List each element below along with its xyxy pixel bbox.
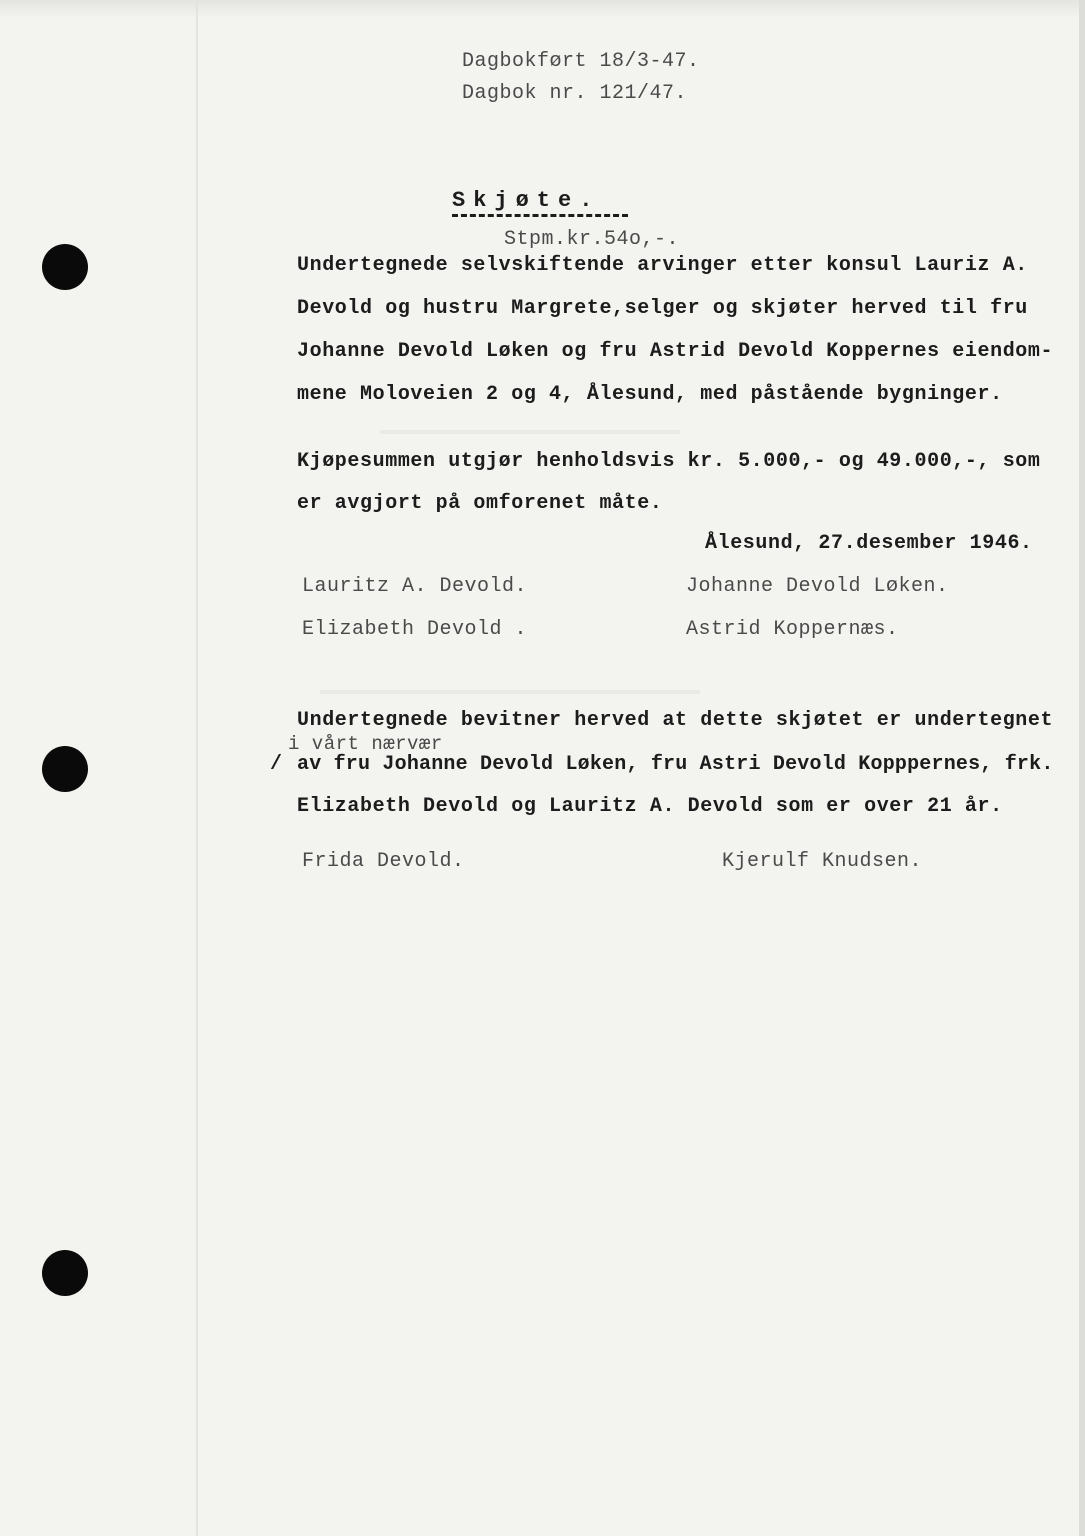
bleed-through-mark xyxy=(380,430,680,434)
title-underline xyxy=(452,214,628,217)
punch-hole-top xyxy=(42,244,88,290)
document-title: Skjøte. xyxy=(452,188,601,213)
journal-date: Dagbokført 18/3-47. xyxy=(462,50,700,73)
paragraph1-line4: mene Moloveien 2 og 4, Ålesund, med påstående bygninger. xyxy=(297,383,1003,406)
witness-insertion: i vårt nærvær xyxy=(288,733,443,755)
journal-number: Dagbok nr. 121/47. xyxy=(462,82,688,105)
signature-johanne: Johanne Devold Løken. xyxy=(686,575,949,598)
place-date: Ålesund, 27.desember 1946. xyxy=(705,532,1033,555)
page-edge xyxy=(1079,0,1085,1536)
signature-astrid: Astrid Koppernæs. xyxy=(686,618,899,641)
scan-shadow xyxy=(0,0,1085,18)
paragraph1-line1: Undertegnede selvskiftende arvinger etter konsul Lauriz A. xyxy=(297,254,1028,277)
witness-line2: av fru Johanne Devold Løken, fru Astri Devold Kopppernes, frk. xyxy=(297,753,1054,776)
witness-kjerulf: Kjerulf Knudsen. xyxy=(722,850,923,873)
paragraph1-line3: Johanne Devold Løken og fru Astrid Devold Koppernes eiendom- xyxy=(297,340,1054,363)
signature-elizabeth: Elizabeth Devold . xyxy=(302,618,528,641)
witness-line1: Undertegnede bevitner herved at dette skjøtet er undertegnet xyxy=(297,709,1054,732)
stamp-duty: Stpm.kr.54o,-. xyxy=(504,228,680,251)
insertion-mark: / xyxy=(270,753,283,776)
margin-line xyxy=(196,0,198,1536)
punch-hole-bottom xyxy=(42,1250,88,1296)
paragraph2-line1: Kjøpesummen utgjør henholdsvis kr. 5.000,- og 49.000,-, som xyxy=(297,450,1041,473)
paragraph1-line2: Devold og hustru Margrete,selger og skjøter herved til fru xyxy=(297,297,1028,320)
witness-frida: Frida Devold. xyxy=(302,850,465,873)
signature-lauritz: Lauritz A. Devold. xyxy=(302,575,528,598)
paragraph2-line2: er avgjort på omforenet måte. xyxy=(297,492,663,515)
witness-line3: Elizabeth Devold og Lauritz A. Devold som er over 21 år. xyxy=(297,795,1003,818)
bleed-through-mark xyxy=(320,690,700,694)
punch-hole-middle xyxy=(42,746,88,792)
